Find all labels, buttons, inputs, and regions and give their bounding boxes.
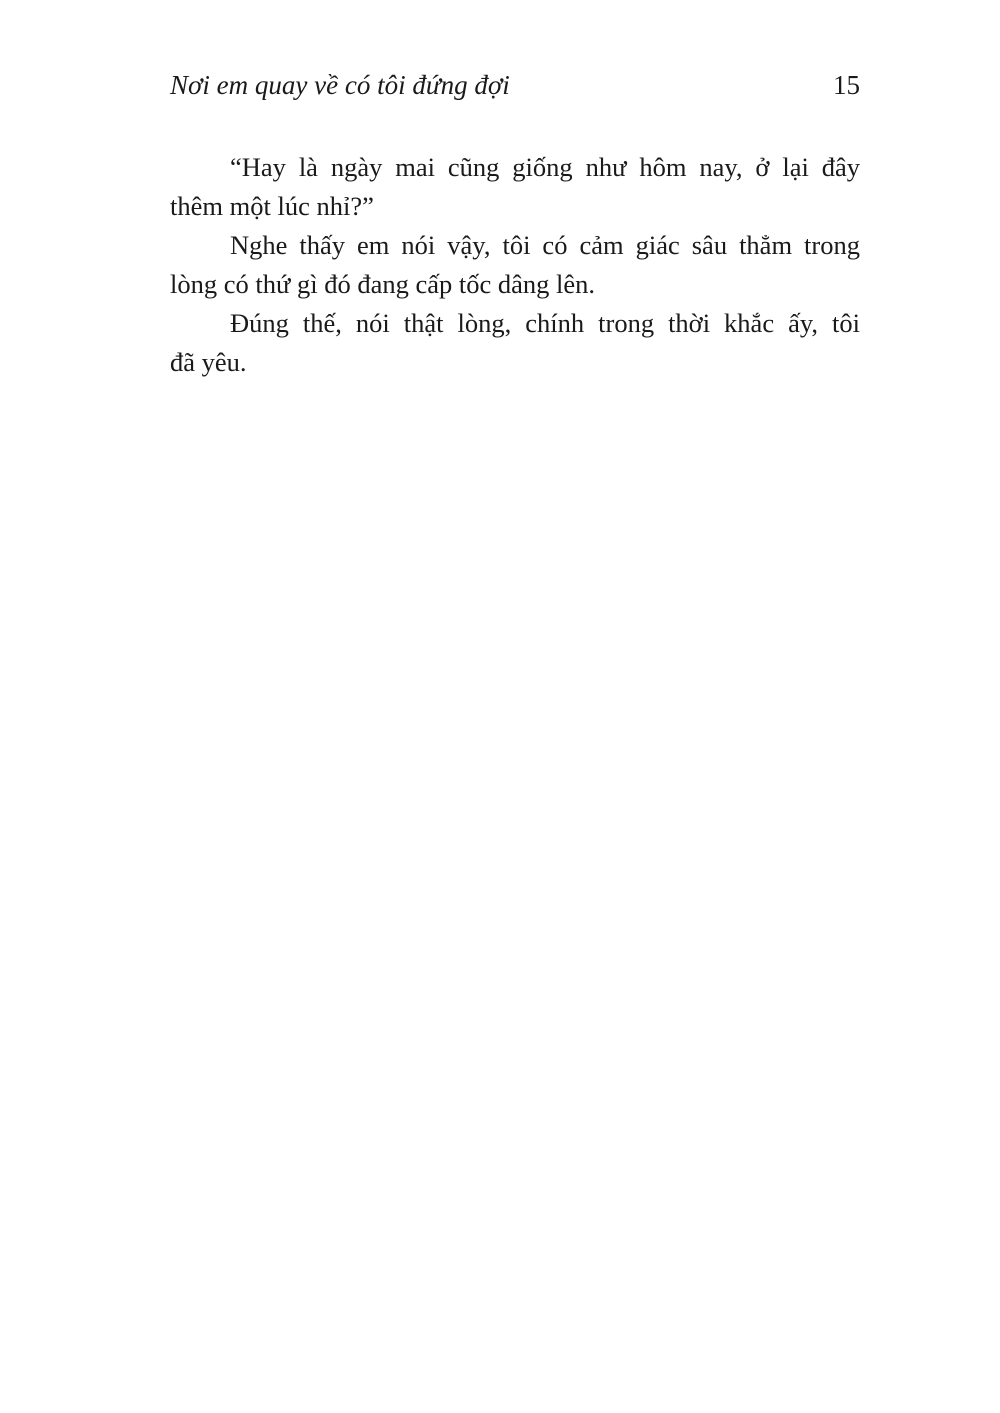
running-title: Nơi em quay về có tôi đứng đợi (170, 70, 510, 100)
paragraph-line: thêm một lúc nhỉ?” (170, 191, 374, 221)
paragraph (170, 148, 860, 226)
paragraph-line: lòng có thứ gì đó đang cấp tốc dâng lên. (170, 269, 596, 299)
paragraph (170, 226, 860, 304)
page-number: 15 (833, 70, 860, 100)
paragraph-line: đã yêu. (170, 347, 247, 377)
running-header (170, 70, 860, 110)
paragraph (170, 304, 860, 382)
body-text (170, 148, 860, 382)
paragraph-line: Nghe thấy em nói vậy, tôi có cảm giác sâu thẳm trong (230, 230, 860, 260)
paragraph-line: Đúng thế, nói thật lòng, chính trong thời khắc ấy, tôi (230, 308, 860, 338)
paragraph-line: “Hay là ngày mai cũng giống như hôm nay, ở lại đây (230, 152, 860, 182)
